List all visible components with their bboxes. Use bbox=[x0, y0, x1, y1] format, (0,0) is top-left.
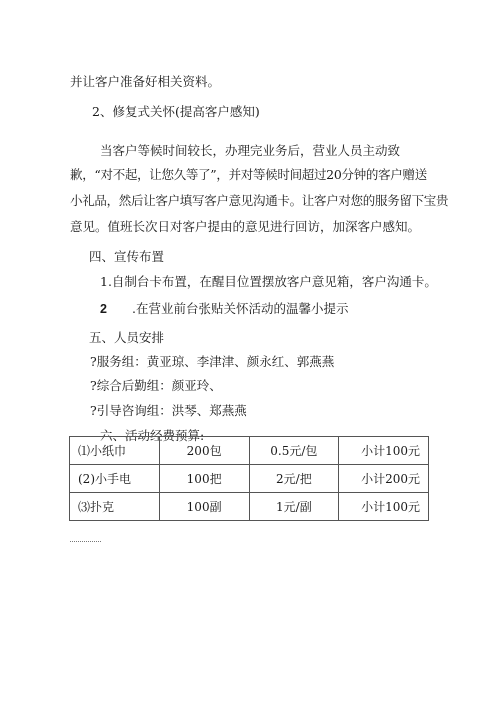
table-cell-quantity: 100副 bbox=[159, 493, 249, 521]
table-cell-unit-price: 0.5元/包 bbox=[249, 437, 339, 465]
table-cell-item: (2)小手电 bbox=[70, 465, 160, 493]
footnote-separator bbox=[70, 541, 101, 542]
table-cell-quantity: 100把 bbox=[159, 465, 249, 493]
table-cell-unit-price: 1元/副 bbox=[249, 493, 339, 521]
paragraph-line: 意见。值班长次日对客户提由的意见进行回访，加深客户感知。 bbox=[70, 219, 421, 234]
table-cell-subtotal: 小计200元 bbox=[339, 465, 429, 493]
staff-guide-group: ?引导咨询组：洪琴、郑燕燕 bbox=[90, 403, 247, 418]
paragraph-line: 歉，“对不起，让您久等了”，并对等候时间超过20分钟的客户赠送 bbox=[70, 167, 427, 182]
promotion-item-2-number: 2 bbox=[100, 302, 107, 316]
promotion-item-1: 1.自制台卡布置，在醒目位置摆放客户意见箱，客户沟通卡。 bbox=[100, 274, 437, 289]
paragraph-line: 小礼品，然后让客户填写客户意见沟通卡。让客户对您的服务留下宝贵 bbox=[70, 193, 449, 208]
section-heading-staffing: 五、人员安排 bbox=[89, 330, 165, 345]
table-cell-unit-price: 2元/把 bbox=[249, 465, 339, 493]
section-heading-promotion: 四、宣传布置 bbox=[89, 249, 165, 264]
budget-table bbox=[69, 436, 429, 521]
section-heading-budget: 六、活动经费预算: bbox=[100, 428, 205, 443]
table-row bbox=[70, 493, 429, 521]
staff-logistics-group: ?综合后勤组：颜亚玲、 bbox=[90, 378, 222, 393]
table-row bbox=[70, 465, 429, 493]
paragraph-line: 当客户等候时间较长，办理完业务后，营业人员主动致 bbox=[100, 143, 401, 158]
table-cell-quantity: 200包 bbox=[159, 437, 249, 465]
table-cell-subtotal: 小计100元 bbox=[339, 437, 429, 465]
paragraph-line: 并让客户准备好相关资料。 bbox=[70, 74, 221, 89]
promotion-item-2-text: .在营业前台张贴关怀活动的温馨小提示 bbox=[132, 301, 349, 316]
section-heading-repair-care: 2、修复式关怀(提高客户感知) bbox=[92, 104, 260, 119]
table-cell-subtotal: 小计100元 bbox=[339, 493, 429, 521]
table-row bbox=[70, 437, 429, 465]
table-cell-item: ⑴小纸巾 bbox=[70, 437, 160, 465]
staff-service-group: ?服务组：黄亚琼、李津津、颜永红、郭燕燕 bbox=[90, 354, 335, 369]
table-cell-item: ⑶扑克 bbox=[70, 493, 160, 521]
